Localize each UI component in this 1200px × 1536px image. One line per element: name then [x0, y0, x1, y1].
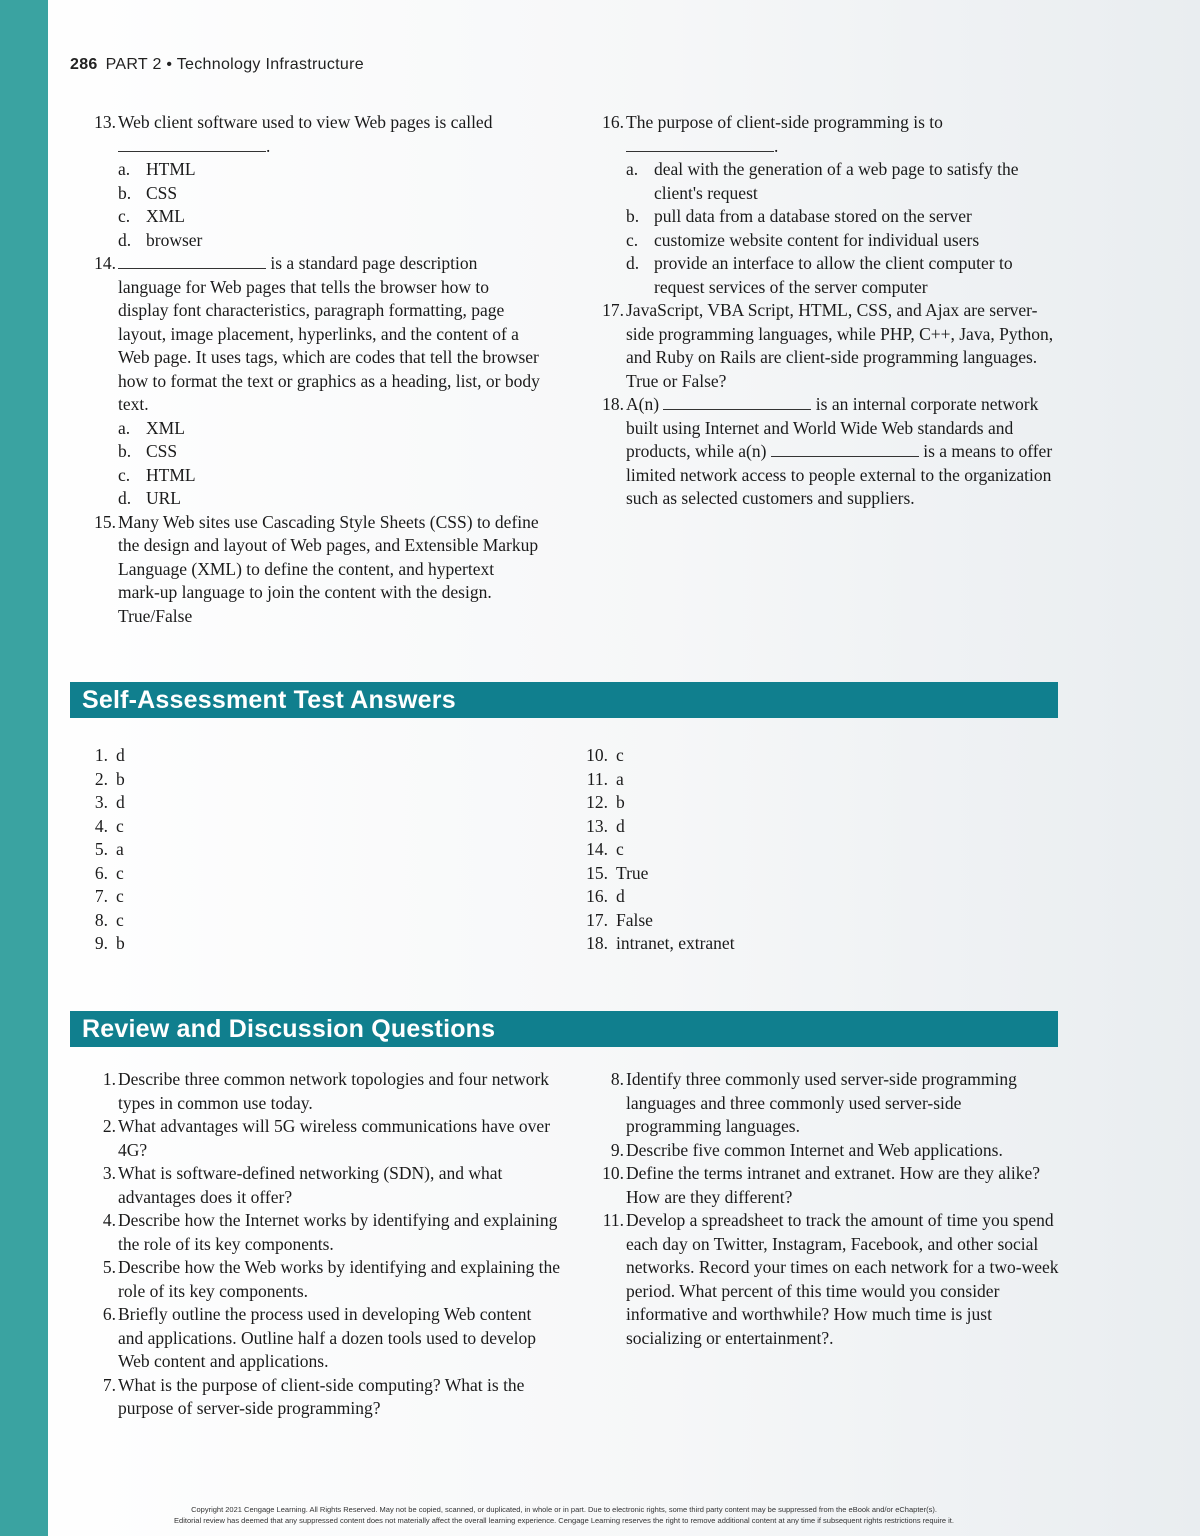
running-header — [70, 56, 364, 74]
answers-left-column — [70, 744, 470, 956]
option-a: a. XML — [118, 417, 185, 438]
question-15: 15. Many Web sites use Cascading Style Sheets (CSS) to define the design and layout of Web pages, and Extensible Markup Language (XML) to define the content, and hypertext mark-up language to join the content with the design. True/False — [94, 511, 539, 626]
review-question: 4. Describe how the Internet works by identifying and explaining the role of its key components. — [102, 1210, 558, 1254]
answer-item: 12. b — [586, 792, 625, 812]
option-c: c. customize website content for individual users — [626, 229, 980, 250]
question-text: Many Web sites use Cascading Style Sheets (CSS) to define the design and layout of Web pages, and Extensible Markup Language (XML) to define the content, and hypertext mark-up language to join the content with the design. True/False — [118, 511, 539, 626]
questions-left-column — [70, 111, 540, 628]
copyright-line-1: Copyright 2021 Cengage Learning. All Rights Reserved. May not be copied, scanned, or duplicated, in whole or in part. Due to electronic rights, some third party content may be suppressed from the eBook and/or eChapter(s). — [191, 1505, 937, 1514]
question-17: 17. JavaScript, VBA Script, HTML, CSS, and Ajax are server-side programming languages, while PHP, C++, Java, Python, and Ruby on Rails are client-side programming languages. True or False? — [602, 300, 1054, 391]
answer-blank — [118, 254, 266, 269]
review-right-column — [578, 1068, 1060, 1350]
answer-item: 2. b — [94, 768, 125, 789]
answer-item: 3. d — [94, 792, 125, 812]
review-question: 5. Describe how the Web works by identifying and explaining the role of its key components. — [102, 1257, 560, 1301]
review-question: 7. What is the purpose of client-side computing? What is the purpose of server-side programming? — [102, 1374, 525, 1418]
answer-item: 17. False — [586, 909, 653, 930]
review-question: 6. Briefly outline the process used in developing Web content and applications. Outline half a dozen tools used to develop Web content and applications. — [102, 1304, 536, 1371]
option-d: d. browser — [118, 229, 203, 250]
answer-item: 14. c — [586, 839, 624, 859]
option-b: b. CSS — [118, 182, 178, 203]
answer-blank — [663, 395, 811, 410]
review-question: 10. Define the terms intranet and extranet. How are they alike? How are they different? — [602, 1163, 1040, 1207]
self-assessment-banner: Self-Assessment Test Answers — [70, 682, 1058, 718]
answer-item: 8. c — [94, 909, 124, 930]
answer-item: 11. a — [586, 768, 624, 789]
option-c: c. XML — [118, 206, 185, 226]
question-18: 18. A(n) is an internal corporate network built using Internet and World Wide Web standards and products, while a(n) is a means to offer limited network access to people external to the organization such as selected customers and suppliers. — [602, 394, 1053, 508]
answer-item: 18. intranet, extranet — [586, 933, 735, 953]
answer-item: 15. True — [586, 862, 649, 883]
answer-item: 4. c — [94, 815, 124, 836]
answer-item: 6. c — [94, 862, 124, 883]
option-b: b. CSS — [118, 441, 178, 461]
question-text: is a standard page description language for Web pages that tells the browser how to display font characteristics, paragraph formatting, page layout, image placement, hyperlinks, and the content of a Web page. It uses tags, which are codes that tell the browser how to format the text or graphics as a heading, list, or body text. — [118, 253, 540, 414]
questions-right-column — [578, 111, 1060, 511]
color-sidebar — [0, 0, 48, 1536]
answer-item: 7. c — [94, 886, 124, 906]
option-a: a. deal with the generation of a web page to satisfy the client's request — [626, 159, 1019, 203]
answer-blank — [771, 442, 919, 457]
question-text: Web client software used to view Web pages is called — [118, 112, 493, 132]
review-questions-banner: Review and Discussion Questions — [70, 1011, 1058, 1047]
part-title: PART 2 • Technology Infrastructure — [105, 56, 364, 73]
answer-item: 5. a — [94, 839, 124, 859]
option-a: a. HTML — [118, 159, 196, 179]
review-question: 1. Describe three common network topologies and four network types in common use today. — [102, 1069, 550, 1113]
review-question: 8. Identify three commonly used server-side programming languages and three commonly used server-side programming languages. — [610, 1069, 1017, 1136]
option-d: d. provide an interface to allow the client computer to request services of the server computer — [626, 253, 1013, 297]
answer-blank — [626, 137, 774, 152]
answer-item: 9. b — [94, 933, 125, 953]
page-number: 286 — [70, 56, 98, 73]
answer-item: 16. d — [586, 886, 625, 906]
option-d: d. URL — [118, 488, 181, 508]
option-c: c. HTML — [118, 464, 196, 485]
answers-right-column — [570, 744, 970, 956]
answer-blank — [118, 137, 266, 152]
review-question: 2. What advantages will 5G wireless communications have over 4G? — [102, 1116, 551, 1160]
answer-item: 1. d — [94, 745, 125, 765]
review-left-column — [70, 1068, 560, 1421]
copyright-footer — [70, 1504, 1058, 1526]
option-b: b. pull data from a database stored on the server — [626, 206, 972, 226]
answer-item: 10. c — [586, 745, 624, 765]
question-text: The purpose of client-side programming is to — [626, 112, 943, 132]
copyright-line-2: Editorial review has deemed that any suppressed content does not materially affect the overall learning experience. Cengage Learning reserves the right to remove additional content at any time if subsequent rights restrictions require it. — [174, 1516, 954, 1525]
review-question: 11. Develop a spreadsheet to track the amount of time you spend each day on Twitter, Instagram, Facebook, and other social networks. Record your times on each network for a two-week period. What percent of this time would you consider informative and worthwhile? How much time is just socializing or entertainment?. — [602, 1210, 1059, 1348]
question-14: 14. is a standard page description language for Web pages that tells the browser how to display font characteristics, paragraph formatting, page layout, image placement, hyperlinks, and the content of a Web page. It uses tags, which are codes that tell the browser how to format the text or graphics as a heading, list, or body text. a. XML b. CSS c. HTML d. URL — [70, 252, 540, 511]
review-question: 3. What is software-defined networking (SDN), and what advantages does it offer? — [102, 1163, 503, 1207]
question-13: 13. Web client software used to view Web pages is called . a. HTML b. CSS c. XML d. browser — [70, 111, 540, 252]
question-16: 16. The purpose of client-side programming is to . a. deal with the generation of a web page to satisfy the client's request b. pull data from a database stored on the server c. customize website content for individual users d. provide an interface to allow the client computer to request services of the server computer — [578, 111, 1060, 299]
answer-item: 13. d — [586, 815, 625, 836]
review-question: 9. Describe five common Internet and Web applications. — [610, 1139, 1003, 1160]
question-text: JavaScript, VBA Script, HTML, CSS, and Ajax are server-side programming languages, while PHP, C++, Java, Python, and Ruby on Rails are client-side programming languages. True or False? — [626, 300, 1054, 391]
